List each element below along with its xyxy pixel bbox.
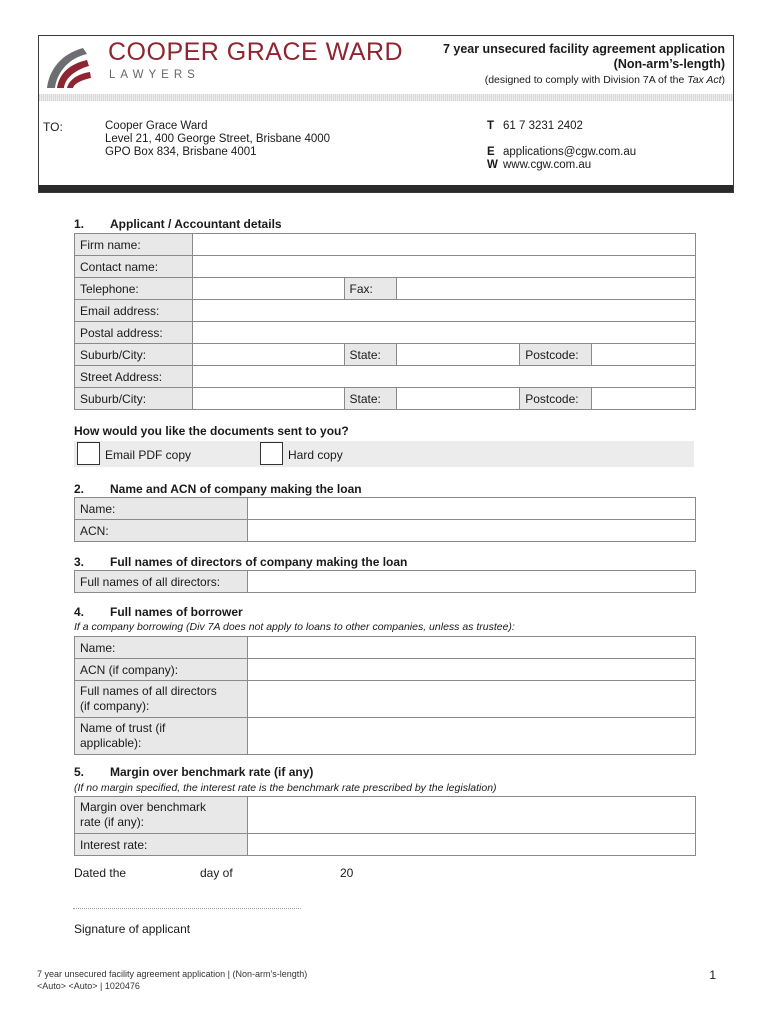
postal-suburb-label: Suburb/City: — [75, 344, 193, 366]
borrower-table — [74, 636, 696, 755]
street-address-label: Street Address: — [75, 366, 193, 388]
trust-name-field[interactable] — [247, 718, 695, 755]
postal-address-label: Postal address: — [75, 322, 193, 344]
lender-directors-table — [74, 570, 696, 593]
borrower-name-field[interactable] — [247, 637, 695, 659]
table-row — [75, 498, 696, 520]
year-label: 20 — [340, 866, 354, 880]
section-heading: Applicant / Accountant details — [110, 217, 282, 231]
label-line: applicable): — [80, 736, 142, 750]
borrower-name-label: Name: — [75, 637, 248, 659]
table-row — [75, 718, 696, 755]
web-value[interactable]: www.cgw.com.au — [503, 159, 592, 171]
postal-postcode-field[interactable] — [592, 344, 696, 366]
section-number: 1. — [74, 217, 85, 231]
web-key: W — [487, 159, 498, 171]
street-suburb-field[interactable] — [192, 388, 344, 410]
lender-directors-field[interactable] — [247, 571, 695, 593]
delivery-options — [74, 441, 694, 467]
header-grey-band — [39, 94, 733, 101]
page-number: 1 — [709, 968, 716, 982]
borrower-acn-label: ACN (if company): — [75, 659, 248, 681]
lender-name-field[interactable] — [247, 498, 695, 520]
margin-label — [75, 797, 248, 834]
lender-acn-label: ACN: — [75, 520, 248, 542]
table-row — [75, 571, 696, 593]
cgw-logo-icon — [43, 40, 95, 92]
fax-field[interactable] — [396, 278, 696, 300]
section-2-title — [74, 482, 362, 496]
label-line: rate (if any): — [80, 815, 145, 829]
street-state-field[interactable] — [396, 388, 520, 410]
contact-email — [487, 146, 636, 159]
interest-rate-label: Interest rate: — [75, 834, 248, 856]
street-address-field[interactable] — [192, 366, 695, 388]
header-dark-band — [39, 185, 733, 192]
form-title-subtitle: (Non-arm’s-length) — [613, 57, 725, 71]
recipient-line: Level 21, 400 George Street, Brisbane 4000 — [105, 133, 331, 145]
table-row — [75, 797, 696, 834]
borrower-directors-label — [75, 681, 248, 718]
signature-line[interactable] — [73, 908, 301, 909]
applicant-details-table — [74, 233, 696, 410]
telephone-field[interactable] — [192, 278, 344, 300]
contact-name-field[interactable] — [192, 256, 695, 278]
section-number: 4. — [74, 605, 85, 619]
section-heading: Margin over benchmark rate (if any) — [110, 765, 314, 779]
footer-line: 7 year unsecured facility agreement application | (Non-arm’s-length) — [37, 969, 308, 979]
section-number: 5. — [74, 765, 85, 779]
section-number: 2. — [74, 482, 85, 496]
table-row — [75, 366, 696, 388]
borrower-directors-field[interactable] — [247, 681, 695, 718]
logo-name: COOPER GRACE WARD — [108, 38, 404, 66]
lender-table — [74, 497, 696, 542]
table-row — [75, 322, 696, 344]
contact-details — [487, 120, 636, 172]
hard-copy-checkbox[interactable] — [260, 442, 283, 465]
hard-copy-label: Hard copy — [288, 448, 343, 462]
table-row — [75, 256, 696, 278]
postal-state-label: State: — [344, 344, 396, 366]
form-title-note — [443, 74, 725, 86]
section-5-title — [74, 765, 313, 779]
note-prefix: (designed to comply with Division 7A of the — [484, 74, 688, 86]
street-suburb-label: Suburb/City: — [75, 388, 193, 410]
day-of-label: day of — [200, 866, 233, 880]
table-row — [75, 520, 696, 542]
email-pdf-checkbox[interactable] — [77, 442, 100, 465]
to-label: TO: — [43, 120, 63, 134]
section-number: 3. — [74, 555, 85, 569]
postal-postcode-label: Postcode: — [520, 344, 592, 366]
label-line: (if company): — [80, 699, 150, 713]
fax-label: Fax: — [344, 278, 396, 300]
table-row — [75, 234, 696, 256]
street-postcode-field[interactable] — [592, 388, 696, 410]
lender-directors-label: Full names of all directors: — [75, 571, 248, 593]
table-row — [75, 834, 696, 856]
section-heading: Full names of borrower — [110, 605, 243, 619]
email-key: E — [487, 146, 495, 158]
email-address-field[interactable] — [192, 300, 695, 322]
trust-name-label — [75, 718, 248, 755]
email-address-label: Email address: — [75, 300, 193, 322]
firm-name-field[interactable] — [192, 234, 695, 256]
footer-text — [37, 968, 307, 992]
contact-phone — [487, 120, 636, 133]
section-4-note: If a company borrowing (Div 7A does not apply to loans to other companies, unless as trustee): — [74, 621, 515, 633]
borrower-acn-field[interactable] — [247, 659, 695, 681]
telephone-label: Telephone: — [75, 278, 193, 300]
margin-table — [74, 796, 696, 856]
street-state-label: State: — [344, 388, 396, 410]
lender-name-label: Name: — [75, 498, 248, 520]
form-title-block — [443, 42, 725, 86]
table-row — [75, 637, 696, 659]
postal-state-field[interactable] — [396, 344, 520, 366]
delivery-question: How would you like the documents sent to you? — [74, 424, 349, 438]
lender-acn-field[interactable] — [247, 520, 695, 542]
table-row — [75, 344, 696, 366]
section-3-title — [74, 555, 407, 569]
header-box — [38, 35, 734, 193]
section-5-note: (If no margin specified, the interest rate is the benchmark rate prescribed by the legislation) — [74, 782, 497, 794]
label-line: Margin over benchmark — [80, 800, 207, 814]
form-title: 7 year unsecured facility agreement application — [442, 42, 725, 56]
signature-label: Signature of applicant — [74, 922, 191, 936]
recipient-line: GPO Box 834, Brisbane 4001 — [105, 146, 257, 158]
contact-name-label: Contact name: — [75, 256, 193, 278]
table-row — [75, 300, 696, 322]
section-4-title — [74, 605, 243, 619]
margin-field[interactable] — [247, 797, 695, 834]
logo-subtitle: LAWYERS — [109, 69, 200, 81]
phone-value: 61 7 3231 2402 — [503, 120, 583, 132]
header-top — [39, 36, 733, 96]
email-pdf-label: Email PDF copy — [105, 448, 192, 462]
footer-line: <Auto> <Auto> | 1020476 — [37, 981, 140, 991]
postal-address-field[interactable] — [192, 322, 695, 344]
recipient-line: Cooper Grace Ward — [105, 120, 208, 132]
dated-label: Dated the — [74, 866, 127, 880]
phone-key: T — [487, 120, 495, 132]
note-italic: Tax Act — [687, 74, 722, 86]
label-line: Name of trust (if — [80, 721, 166, 735]
note-suffix: ) — [721, 74, 725, 86]
section-heading: Name and ACN of company making the loan — [110, 482, 362, 496]
interest-rate-field[interactable] — [247, 834, 695, 856]
table-row — [75, 659, 696, 681]
table-row — [75, 388, 696, 410]
contact-web — [487, 159, 636, 172]
table-row — [75, 681, 696, 718]
firm-name-label: Firm name: — [75, 234, 193, 256]
table-row — [75, 278, 696, 300]
section-1-title — [74, 217, 282, 231]
email-value[interactable]: applications@cgw.com.au — [503, 146, 637, 158]
section-heading: Full names of directors of company making the loan — [110, 555, 408, 569]
recipient-address — [105, 120, 330, 159]
label-line: Full names of all directors — [80, 684, 217, 698]
postal-suburb-field[interactable] — [192, 344, 344, 366]
street-postcode-label: Postcode: — [520, 388, 592, 410]
